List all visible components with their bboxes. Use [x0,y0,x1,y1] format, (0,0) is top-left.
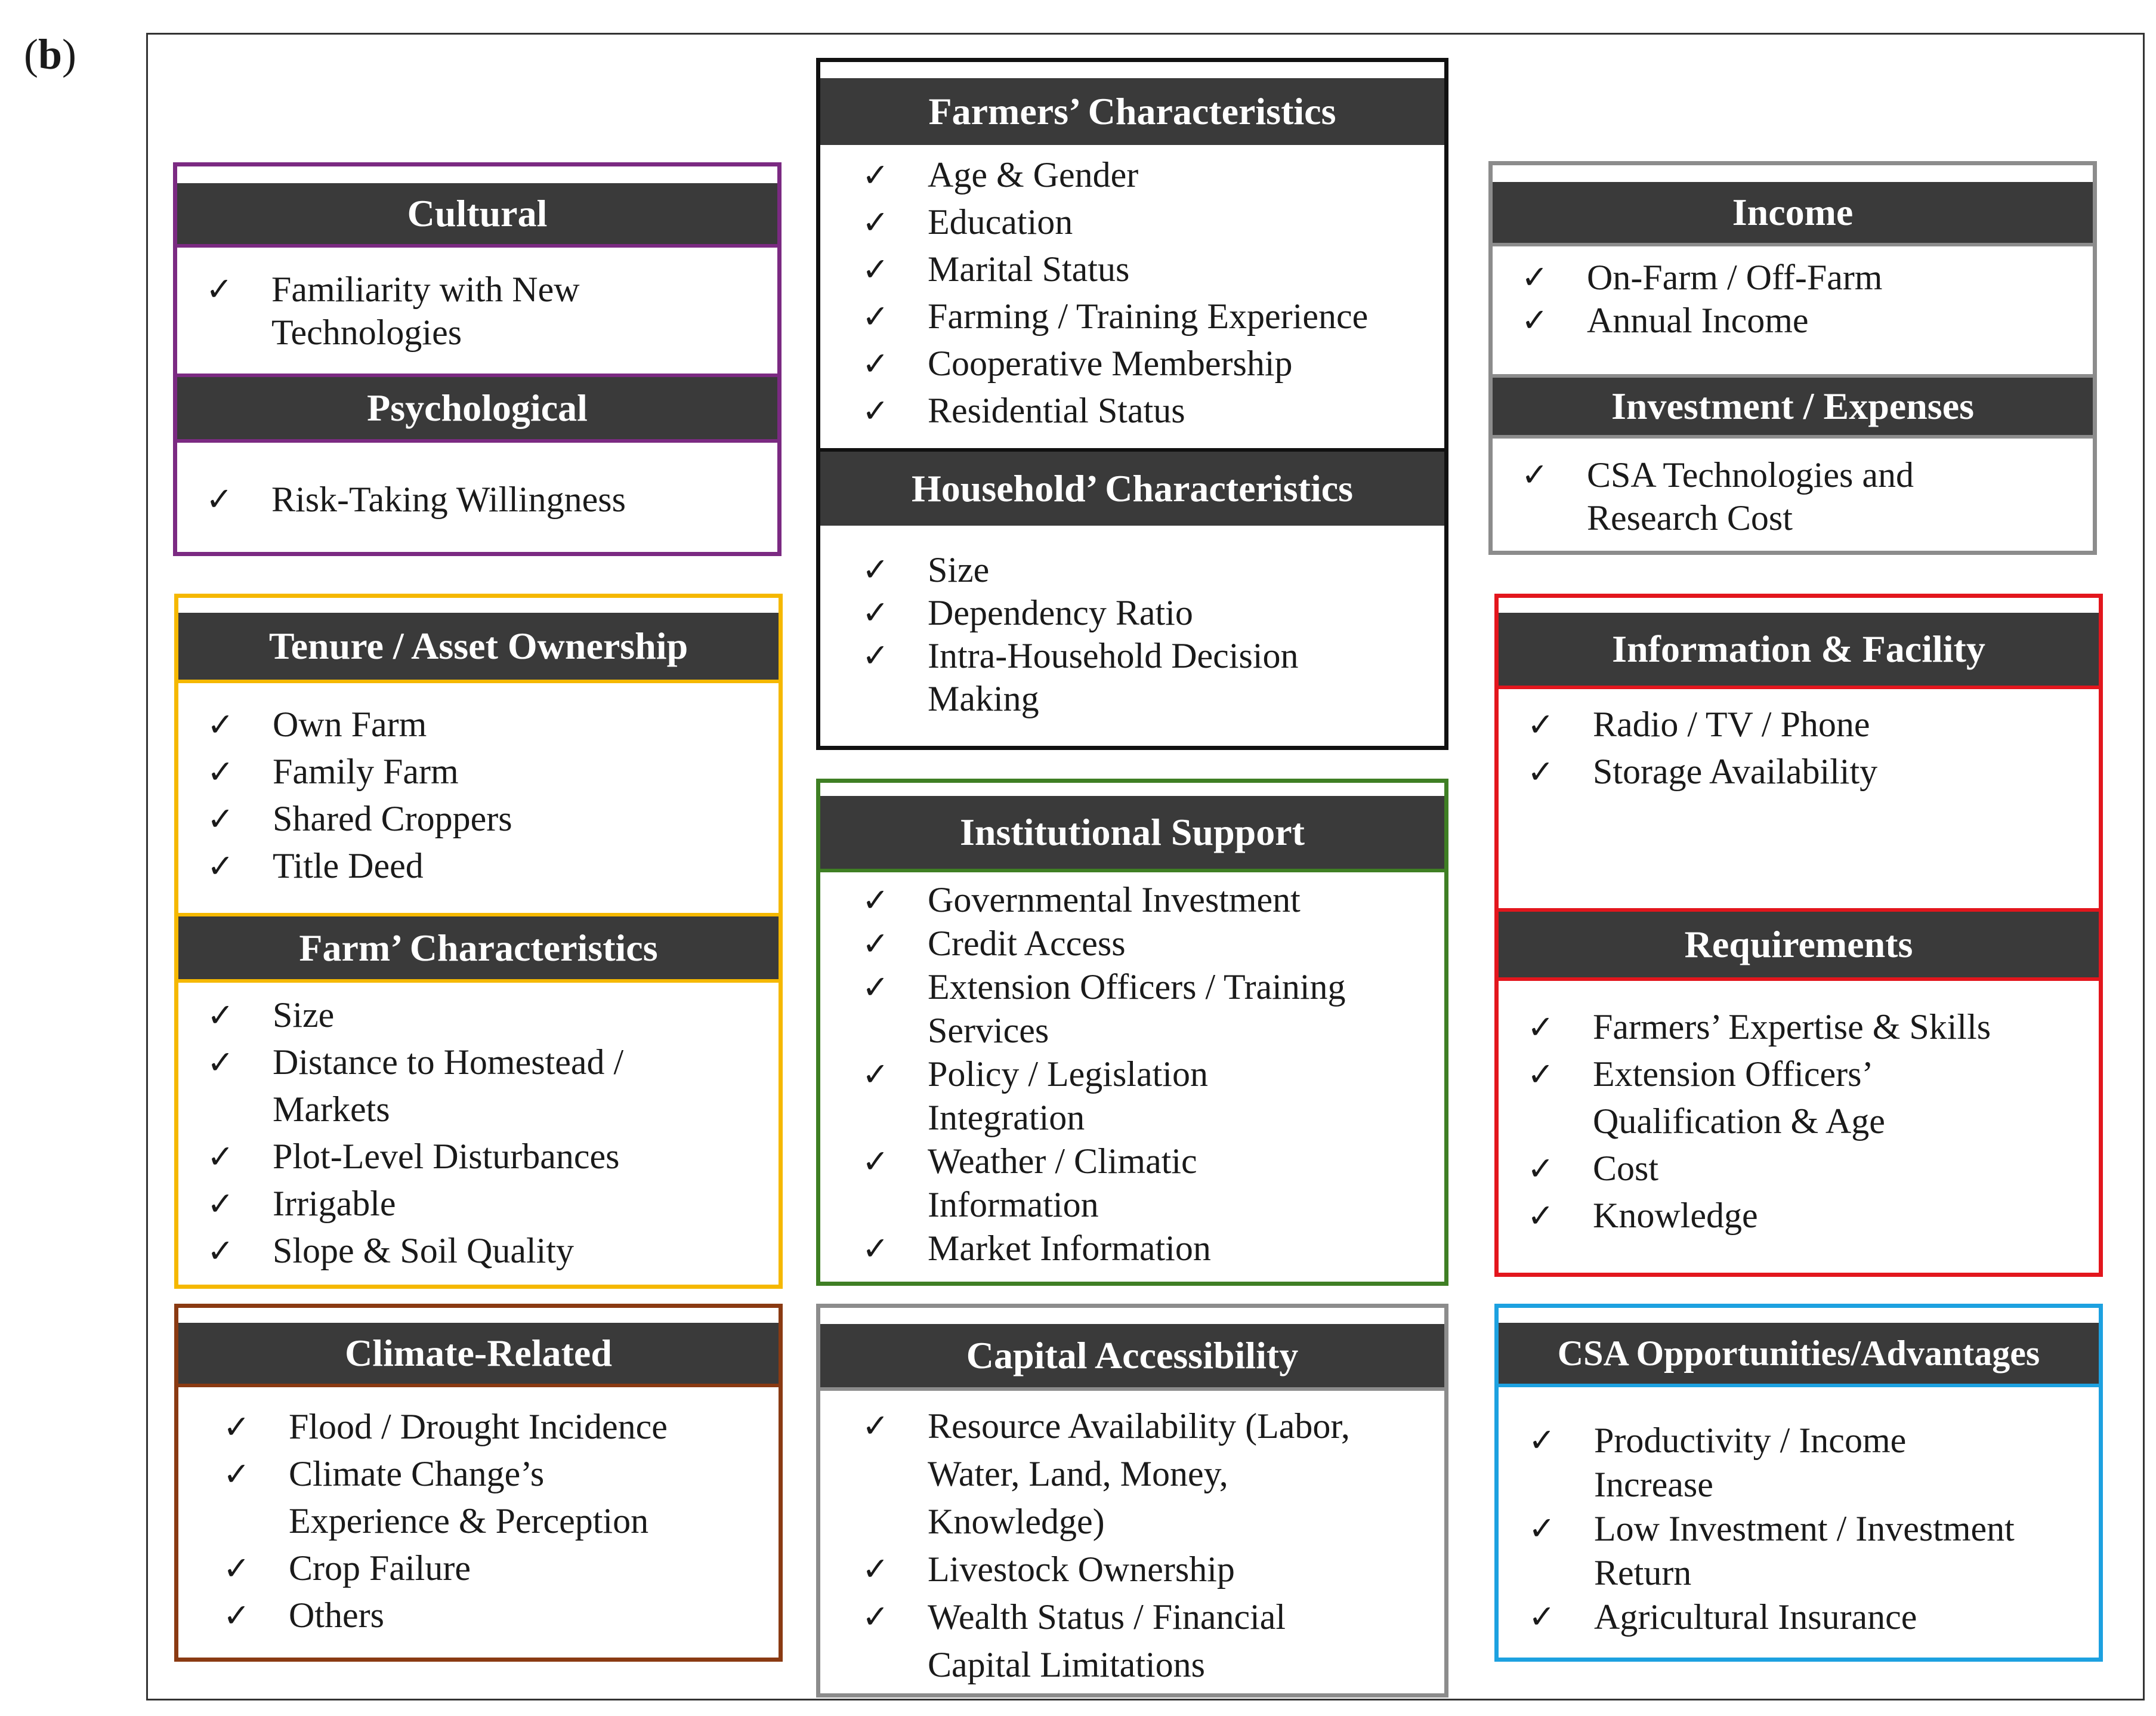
check-icon: ✓ [207,1185,234,1223]
capital-item [862,1498,1438,1545]
farmers-list [862,152,1438,434]
institutional-item [862,922,1438,965]
requirements-item [1527,1004,2093,1051]
institutional-item [862,878,1438,922]
climate-item-text: Experience & Perception [289,1501,649,1541]
climate-item-text: Climate Change’s [289,1454,545,1493]
climate-item-text: Crop Failure [289,1548,471,1588]
check-icon: ✓ [862,1598,889,1635]
check-icon: ✓ [862,156,889,194]
income-investment-box [1488,161,2097,555]
information-item-text: Radio / TV / Phone [1593,705,1870,744]
requirements-item [1527,1051,2093,1098]
check-icon: ✓ [223,1550,251,1587]
institutional-item [862,1096,1438,1140]
check-icon: ✓ [1528,1421,1556,1459]
income-list [1521,256,2087,342]
household-list [862,548,1438,720]
capital-item [862,1545,1438,1593]
panel-label: (b) [24,30,77,78]
farmers-item [862,293,1438,340]
check-icon: ✓ [1527,706,1555,743]
check-icon: ✓ [862,298,889,335]
check-icon: ✓ [207,1044,234,1081]
income-item-text: On-Farm / Off-Farm [1587,258,1883,297]
capital-list [862,1402,1438,1689]
farm-item [207,1039,773,1086]
farm-item [207,1086,773,1133]
farmers-item-text: Age & Gender [928,155,1139,195]
check-icon: ✓ [862,1550,889,1588]
household-item-text: Intra-Household Decision [928,636,1299,675]
check-icon: ✓ [862,392,889,430]
institutional-item [862,1140,1438,1183]
information-item-text: Storage Availability [1593,752,1878,791]
capital-header: Capital Accessibility [820,1324,1444,1391]
requirements-item [1527,1098,2093,1145]
tenure-item [207,795,773,842]
capital-item [862,1641,1438,1689]
investment-item-text: Research Cost [1587,498,1793,538]
check-icon: ✓ [862,637,889,674]
household-item-text: Size [928,550,990,590]
tenure-farm-box [174,594,783,1289]
farmers-item [862,199,1438,246]
check-icon: ✓ [862,968,889,1006]
check-icon: ✓ [862,594,889,631]
institutional-list [862,878,1438,1270]
farm-item [207,1133,773,1180]
farm-item-text: Markets [273,1090,390,1129]
farmers-item-text: Residential Status [928,391,1185,430]
check-icon: ✓ [1528,1510,1556,1547]
institutional-item-text: Services [928,1011,1049,1050]
check-icon: ✓ [223,1408,251,1446]
household-item [862,548,1438,591]
csa-item-text: Increase [1594,1465,1713,1504]
check-icon: ✓ [207,706,234,743]
capital-item [862,1450,1438,1498]
requirements-item-text: Cost [1593,1149,1659,1188]
farm-item [207,992,773,1039]
farmers-household-box [816,58,1448,750]
check-icon: ✓ [223,1597,251,1634]
csa-item [1528,1595,2093,1639]
tenure-list [207,701,773,890]
income-item-text: Annual Income [1587,301,1809,340]
farm-item-text: Irrigable [273,1184,396,1223]
institutional-item-text: Credit Access [928,924,1126,963]
farm-item-text: Plot-Level Disturbances [273,1137,620,1176]
institutional-item-text: Market Information [928,1229,1211,1268]
requirements-item-text: Extension Officers’ [1593,1054,1874,1094]
farmers-item [862,246,1438,293]
capital-item [862,1402,1438,1450]
check-icon: ✓ [862,1143,889,1180]
investment-list [1521,453,2087,539]
tenure-item-text: Family Farm [273,752,459,791]
information-header: Information & Facility [1499,613,2099,689]
cultural-item-text: Technologies [271,313,462,352]
check-icon: ✓ [207,800,234,838]
farmers-item [862,387,1438,434]
institutional-item-text: Integration [928,1098,1085,1137]
csa-item [1528,1462,2093,1507]
requirements-item-text: Farmers’ Expertise & Skills [1593,1007,1991,1047]
tenure-item [207,748,773,795]
tenure-header: Tenure / Asset Ownership [178,613,779,683]
check-icon: ✓ [1527,1008,1555,1046]
csa-item-text: Return [1594,1553,1692,1592]
capital-item-text: Resource Availability (Labor, [928,1406,1350,1446]
farmers-item-text: Marital Status [928,249,1130,289]
information-requirements-box [1494,594,2103,1277]
capital-item-text: Capital Limitations [928,1645,1205,1684]
farmers-item [862,152,1438,199]
requirements-item-text: Knowledge [1593,1196,1758,1235]
household-item [862,677,1438,720]
check-icon: ✓ [862,881,889,919]
check-icon: ✓ [1527,1055,1555,1093]
capital-item-text: Livestock Ownership [928,1550,1235,1589]
information-item [1527,748,2093,795]
check-icon: ✓ [862,251,889,288]
check-icon: ✓ [207,847,234,885]
institutional-item [862,1053,1438,1096]
household-item-text: Dependency Ratio [928,593,1193,632]
check-icon: ✓ [207,996,234,1034]
investment-item [1521,453,2087,496]
climate-item [223,1450,773,1498]
tenure-item-text: Shared Croppers [273,799,512,838]
climate-item [223,1545,773,1592]
psychological-list [206,478,765,521]
capital-item [862,1593,1438,1641]
cultural-psychological-box [173,162,782,556]
climate-header: Climate-Related [178,1323,779,1387]
farm-list [207,992,773,1274]
institutional-item [862,965,1438,1009]
institutional-header: Institutional Support [820,796,1444,872]
farm-item-text: Distance to Homestead / [273,1042,624,1082]
climate-list [223,1403,773,1639]
check-icon: ✓ [862,551,889,588]
farm-item [207,1180,773,1227]
capital-item-text: Water, Land, Money, [928,1454,1228,1493]
investment-item [1521,496,2087,539]
institutional-item-text: Information [928,1185,1099,1224]
check-icon: ✓ [206,270,233,308]
csa-item [1528,1551,2093,1595]
check-icon: ✓ [223,1455,251,1493]
psychological-item [206,478,765,521]
farm-item [207,1227,773,1274]
check-icon: ✓ [1527,1197,1555,1234]
household-header: Household’ Characteristics [820,448,1444,526]
farm-header: Farm’ Characteristics [178,913,779,983]
csa-item [1528,1507,2093,1551]
tenure-item [207,701,773,748]
climate-item [223,1592,773,1639]
psychological-header: Psychological [177,374,777,443]
check-icon: ✓ [862,1230,889,1267]
check-icon: ✓ [862,925,889,962]
investment-header: Investment / Expenses [1493,374,2093,439]
cultural-item [206,268,765,311]
income-item [1521,299,2087,342]
capital-box [816,1304,1448,1698]
institutional-item [862,1183,1438,1227]
institutional-item [862,1227,1438,1270]
household-item [862,634,1438,677]
csa-box [1494,1304,2103,1662]
tenure-item-text: Title Deed [273,846,424,885]
psychological-item-text: Risk-Taking Willingness [271,480,626,519]
information-item [1527,701,2093,748]
cultural-header: Cultural [177,183,777,248]
household-item-text: Making [928,679,1039,718]
cultural-item [206,311,765,354]
institutional-item-text: Weather / Climatic [928,1141,1197,1181]
investment-item-text: CSA Technologies and [1587,455,1914,495]
tenure-item-text: Own Farm [273,705,427,744]
check-icon: ✓ [1527,1150,1555,1187]
climate-box [174,1304,783,1662]
capital-item-text: Wealth Status / Financial [928,1597,1286,1637]
climate-item-text: Others [289,1595,384,1635]
cultural-list [206,268,765,354]
check-icon: ✓ [1528,1598,1556,1635]
income-item [1521,256,2087,299]
institutional-item [862,1009,1438,1053]
farmers-item-text: Education [928,202,1073,242]
institutional-item-text: Policy / Legislation [928,1054,1208,1094]
farmers-header: Farmers’ Characteristics [820,78,1444,145]
tenure-item [207,842,773,890]
check-icon: ✓ [1527,753,1555,791]
requirements-item-text: Qualification & Age [1593,1101,1885,1141]
institutional-item-text: Extension Officers / Training [928,967,1346,1007]
check-icon: ✓ [862,203,889,241]
check-icon: ✓ [862,1407,889,1445]
capital-item-text: Knowledge) [928,1502,1105,1541]
cultural-item-text: Familiarity with New [271,270,580,309]
climate-item [223,1403,773,1450]
requirements-item [1527,1145,2093,1192]
csa-item-text: Low Investment / Investment [1594,1509,2015,1548]
check-icon: ✓ [207,753,234,791]
check-icon: ✓ [1521,258,1549,296]
institutional-item-text: Governmental Investment [928,880,1301,919]
check-icon: ✓ [862,345,889,382]
check-icon: ✓ [862,1055,889,1093]
climate-item [223,1498,773,1545]
csa-item [1528,1418,2093,1462]
check-icon: ✓ [1521,456,1549,493]
income-header: Income [1493,182,2093,246]
check-icon: ✓ [206,480,233,518]
information-list [1527,701,2093,795]
csa-header: CSA Opportunities/Advantages [1499,1323,2099,1387]
requirements-item [1527,1192,2093,1239]
requirements-header: Requirements [1499,908,2099,981]
check-icon: ✓ [1521,301,1549,339]
farm-item-text: Slope & Soil Quality [273,1231,574,1270]
check-icon: ✓ [207,1232,234,1270]
csa-item-text: Productivity / Income [1594,1421,1907,1460]
csa-item-text: Agricultural Insurance [1594,1597,1917,1637]
farm-item-text: Size [273,995,335,1035]
requirements-list [1527,1004,2093,1239]
farmers-item-text: Farming / Training Experience [928,297,1369,336]
institutional-box [816,779,1448,1286]
farmers-item [862,340,1438,387]
csa-list [1528,1418,2093,1639]
climate-item-text: Flood / Drought Incidence [289,1407,668,1446]
farmers-item-text: Cooperative Membership [928,344,1293,383]
household-item [862,591,1438,634]
check-icon: ✓ [207,1138,234,1175]
